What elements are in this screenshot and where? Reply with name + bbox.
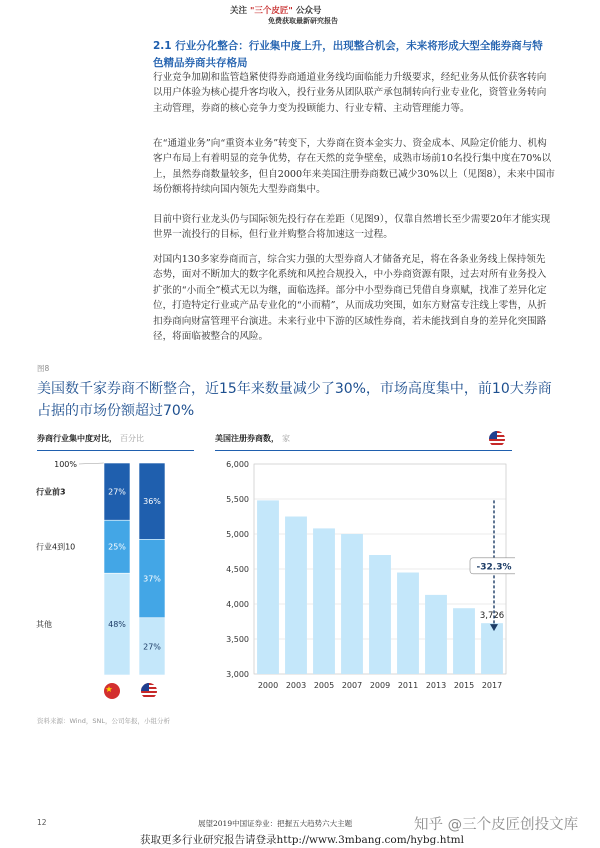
section-title: 2.1 行业分化整合：行业集中度上升，出现整合机会，未来将形成大型全能券商与特色精品券商共存格局: [153, 40, 543, 69]
right-chart-unit: 家: [282, 434, 290, 443]
y-tick-1: 3,500: [226, 635, 249, 644]
last-bar-data-label: 3,726: [479, 611, 505, 622]
series-label-1: 行业4到10: [36, 542, 76, 552]
bar-2007: [341, 534, 363, 674]
y-tick-6: 6,000: [226, 460, 249, 469]
figure-title: 美国数千家券商不断整合，近15年来数量减少了30%，市场高度集中，前10大券商占据的市场份额超过70%: [37, 381, 552, 419]
x-tick-2011: 2011: [397, 681, 419, 690]
us-brokers-bar-chart: [210, 452, 515, 692]
stack-label-0-1: 25%: [108, 542, 126, 552]
left-chart-rule: [37, 450, 194, 451]
stack-label-0-0: 27%: [108, 487, 126, 497]
right-chart-title: [215, 433, 290, 444]
y-tick-5: 5,500: [226, 495, 249, 504]
bar-2015: [453, 608, 475, 674]
watermark: 知乎 @三个皮匠创投文库: [414, 817, 579, 833]
banner-post: 公众号: [295, 6, 322, 16]
bar-2013: [425, 595, 447, 674]
top-100-connector: [79, 463, 104, 464]
paragraph-2: 在“通道业务”向“重资本业务”转变下，大券商在资本金实力、资金成本、风险定价能力、机构客户布局上有着明显的竞争优势，存在天然的竞争壁垒，成熟市场前10名投行集中度在70%以上，虽然券商数量较多，但自2000年来美国注册券商数已减少30%以上（见图8），未来中国市场份额将持续向国内领先大型券商集中。: [153, 138, 556, 196]
stack-label-1-2: 27%: [143, 642, 161, 652]
concentration-stacked-chart: [30, 452, 200, 707]
y-tick-4: 5,000: [226, 530, 249, 539]
x-tick-2000: 2000: [257, 681, 279, 690]
banner-subtitle: 免费获取最新研究报告: [268, 16, 338, 25]
bar-2005: [313, 528, 335, 674]
stack-label-1-1: 37%: [143, 574, 161, 584]
x-tick-2003: 2003: [285, 681, 307, 690]
x-tick-2013: 2013: [425, 681, 447, 690]
x-tick-2009: 2009: [369, 681, 391, 690]
x-tick-2017: 2017: [481, 681, 503, 690]
series-label-0: 行业前3: [36, 487, 66, 497]
page-number: 12: [37, 818, 47, 827]
right-chart-title-text: 美国注册券商数，: [215, 434, 279, 443]
us-flag-icon: [489, 431, 505, 447]
top-banner: [230, 4, 321, 16]
left-chart-title: [37, 433, 144, 444]
left-chart-title-text: 券商行业集中度对比，: [37, 434, 117, 443]
bar-2017: [481, 623, 503, 674]
stack-label-0-2: 48%: [108, 620, 126, 630]
top-100-label: 100%: [54, 460, 77, 469]
footer-title: 展望2019中国证券业：把握五大趋势六大主题: [198, 819, 353, 828]
paragraph-1: 行业竞争加剧和监管趋紧使得券商通道业务线均面临能力升级要求，经纪业务从低价获客转向以用户体验为核心提升客均收入，投行业务从团队联产承包制转向行业专业化，资管业务转向主动管理，券商的核心竞争力变为投顾能力、行业专精、主动管理能力等。: [153, 72, 547, 114]
stack-label-1-0: 36%: [143, 497, 161, 507]
x-tick-2007: 2007: [341, 681, 363, 690]
china-flag-icon: [104, 683, 120, 699]
series-label-2: 其他: [36, 620, 52, 630]
paragraph-4: 对国内130多家券商而言，综合实力强的大型券商人才储备充足，将在各条业务线上保持领先态势，面对不断加大的数字化系统和风控合规投入，中小券商资源有限，过去对所有业务投入扩张的“小而全”模式无以为继，面临选择。部分中小型券商已凭借自身禀赋，找准了差异化定位，打造特定行业或产品专业化的“小而精”，从而成功突围，如东方财富专注线上零售，从折扣券商向财富管理平台演进。未来行业中下游的区域性券商，若未能找到自身的差异化突围路径，将面临被整合的风险。: [153, 254, 547, 343]
banner-pre: 关注: [230, 6, 248, 16]
figure-source: 资料来源：Wind，SNL，公司年报，小组分析: [37, 717, 170, 725]
x-tick-2005: 2005: [313, 681, 335, 690]
footer-cta-link[interactable]: 获取更多行业研究报告请登录http://www.3mbang.com/hybg.html: [140, 834, 464, 846]
y-tick-2: 4,000: [226, 600, 249, 609]
banner-highlight: "三个皮匠": [249, 6, 293, 16]
bar-2000: [257, 500, 279, 674]
bar-2009: [369, 555, 391, 674]
figure-number: 图8: [37, 364, 50, 373]
us-flag-small-icon: [141, 683, 157, 699]
y-tick-0: 3,000: [226, 670, 249, 679]
paragraph-3: 目前中资行业龙头仍与国际领先投行存在差距（见图9），仅靠自然增长至少需要20年才能实现世界一流投行的目标，但行业并购整合将加速这一过程。: [153, 214, 551, 241]
right-chart-rule: [215, 450, 512, 451]
x-tick-2015: 2015: [453, 681, 475, 690]
change-label: -32.3%: [476, 562, 512, 573]
bar-2003: [285, 517, 307, 675]
left-chart-unit: 百分比: [120, 434, 144, 443]
y-tick-3: 4,500: [226, 565, 249, 574]
bar-2011: [397, 573, 419, 675]
